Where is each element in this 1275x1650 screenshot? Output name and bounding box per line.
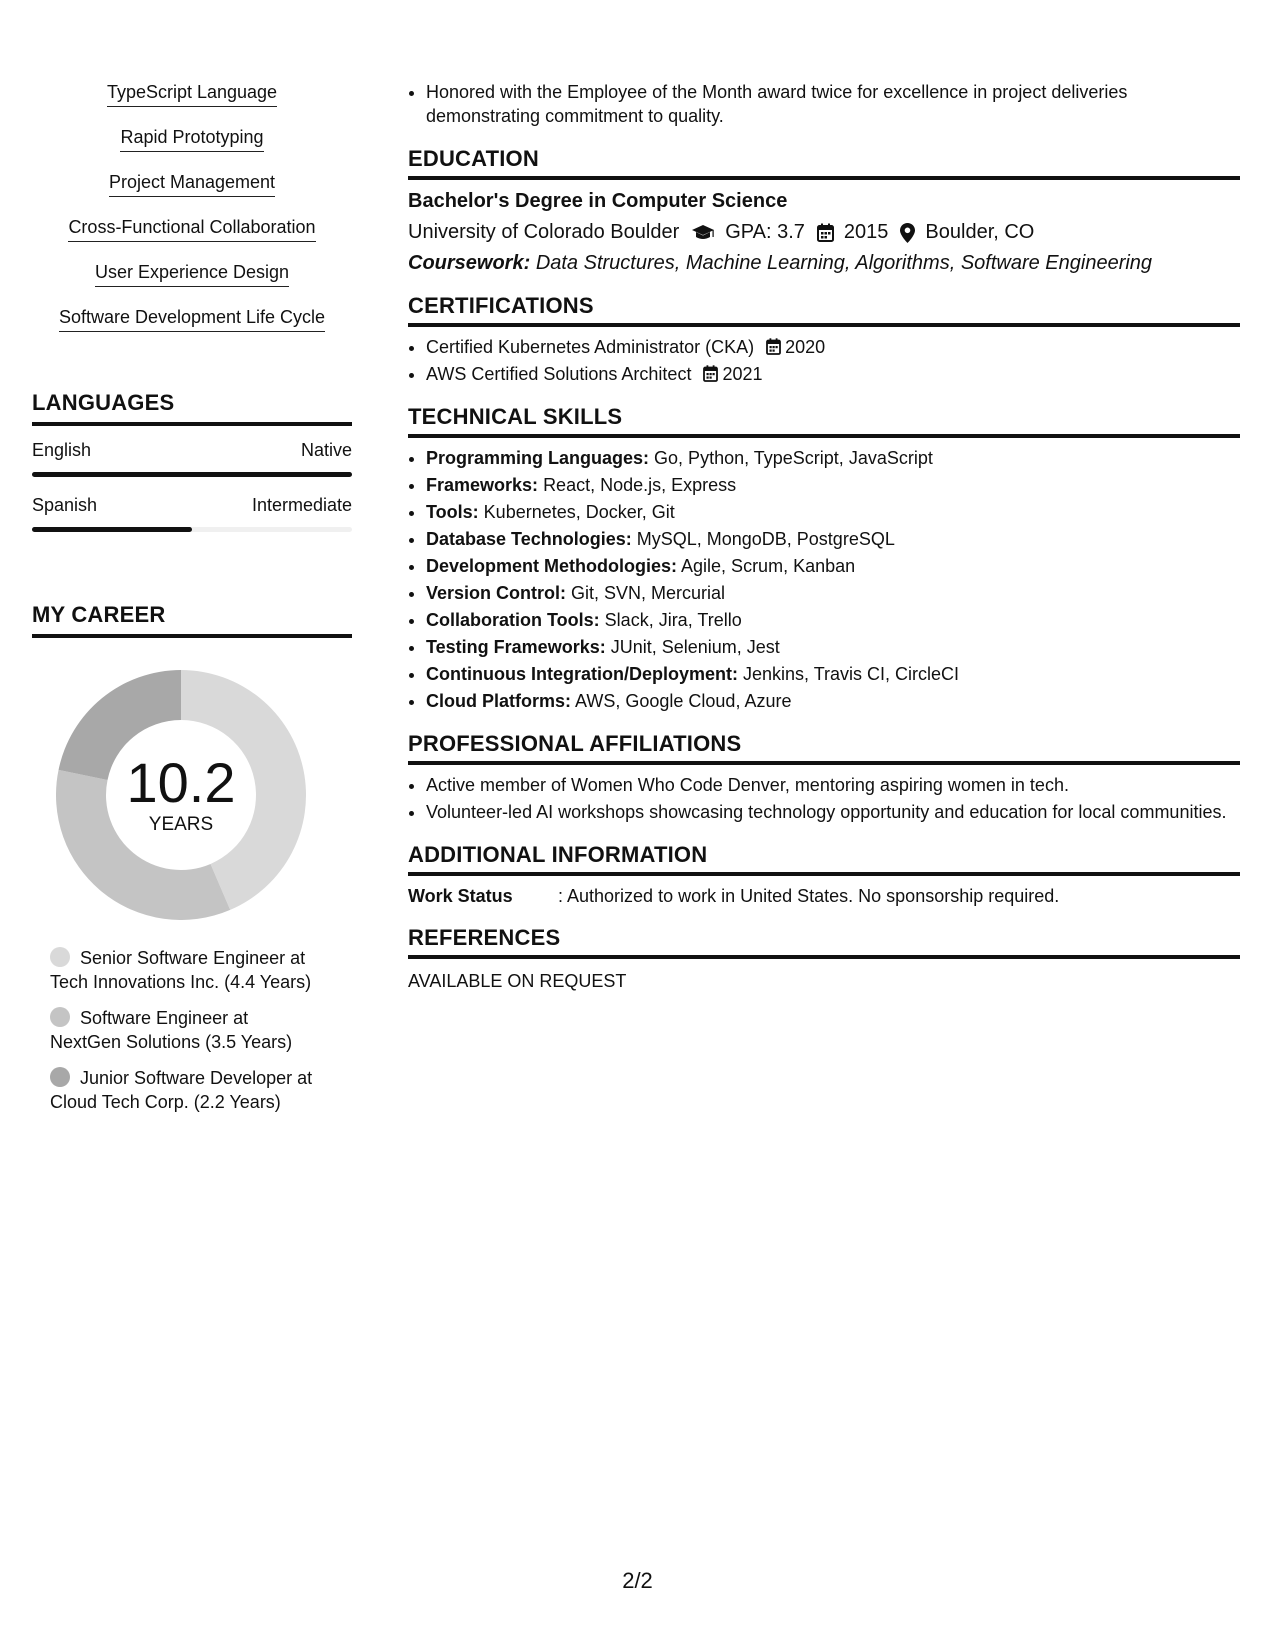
language-level: Intermediate [251, 495, 352, 515]
language-proficiency-bar [32, 472, 352, 477]
calendar-icon [703, 365, 718, 382]
education-gpa: GPA: 3.7 [725, 221, 805, 243]
affiliations-section [408, 731, 1240, 824]
education-details [408, 221, 1240, 244]
skill-values: Kubernetes, Docker, Git [483, 502, 675, 522]
skill-category: Continuous Integration/Deployment: [426, 664, 738, 684]
career-legend-item [50, 1006, 352, 1054]
career-legend-item [50, 1066, 352, 1114]
experience-bullet: • Honored with the Employee of the Month award twice for excellence in project deliveries demonstrating commitment to quality. [426, 80, 1240, 128]
skill-category: Frameworks: [426, 475, 539, 495]
work-status-row [408, 886, 1240, 907]
skill-values: AWS, Google Cloud, Azure [575, 691, 792, 711]
legend-label-line1: Junior Software Developer at [80, 1068, 313, 1088]
career-section [32, 602, 352, 1114]
legend-label-line2: Tech Innovations Inc. (4.4 Years) [50, 972, 312, 992]
education-year: 2015 [843, 221, 889, 243]
education-coursework [408, 252, 1240, 275]
technical-skill-item [426, 446, 1240, 470]
skill-item: User Experience Design [95, 260, 289, 287]
coursework-list: Data Structures, Machine Learning, Algorithms, Software Engineering [535, 252, 1153, 274]
references-heading: REFERENCES [408, 925, 1240, 959]
affiliations-heading: PROFESSIONAL AFFILIATIONS [408, 731, 1240, 765]
technical-skills-list [408, 446, 1240, 713]
technical-skills-heading: TECHNICAL SKILLS [408, 404, 1240, 438]
skill-category: Tools: [426, 502, 479, 522]
skill-item: Project Management [109, 170, 275, 197]
languages-section [32, 390, 352, 532]
skill-item: Rapid Prototyping [120, 125, 263, 152]
certifications-list [408, 335, 1240, 386]
education-degree: Bachelor's Degree in Computer Science [408, 190, 788, 212]
certification-item [426, 362, 1240, 386]
technical-skill-item [426, 500, 1240, 524]
language-proficiency-bar [32, 527, 352, 532]
skill-category: Development Methodologies: [426, 556, 678, 576]
certification-year: 2021 [722, 364, 763, 384]
additional-info-heading: ADDITIONAL INFORMATION [408, 842, 1240, 876]
skill-values: React, Node.js, Express [543, 475, 737, 495]
legend-label-line2: Cloud Tech Corp. (2.2 Years) [50, 1092, 281, 1112]
career-total-years: 10.2 [126, 751, 236, 814]
calendar-icon [766, 338, 781, 355]
legend-label-line1: Senior Software Engineer at [80, 948, 306, 968]
legend-dot [50, 1067, 70, 1087]
experience-bullets [408, 80, 1240, 128]
skill-values: Jenkins, Travis CI, CircleCI [743, 664, 960, 684]
technical-skill-item [426, 473, 1240, 497]
skill-values: Slack, Jira, Trello [604, 610, 742, 630]
references-section [408, 925, 1240, 992]
skill-category: Cloud Platforms: [426, 691, 572, 711]
career-legend [50, 946, 352, 1114]
technical-skill-item [426, 554, 1240, 578]
skill-category: Testing Frameworks: [426, 637, 606, 657]
language-name: English [32, 440, 92, 460]
certification-name: AWS Certified Solutions Architect [426, 364, 692, 384]
language-entry [32, 440, 352, 477]
language-name: Spanish [32, 495, 98, 515]
technical-skill-item [426, 581, 1240, 605]
affiliation-item: • Active member of Women Who Code Denver, mentoring aspiring women in tech. [426, 773, 1240, 797]
education-heading: EDUCATION [408, 146, 1240, 180]
technical-skill-item [426, 635, 1240, 659]
language-level: Native [300, 440, 352, 460]
skills-list [32, 80, 352, 350]
skill-item: Software Development Life Cycle [59, 305, 325, 332]
languages-heading: LANGUAGES [32, 390, 352, 426]
skill-category: Version Control: [426, 583, 567, 603]
skill-item: TypeScript Language [107, 80, 277, 107]
calendar-icon [817, 223, 834, 242]
certifications-section [408, 293, 1240, 386]
language-entry [32, 495, 352, 532]
legend-dot [50, 947, 70, 967]
certification-name: Certified Kubernetes Administrator (CKA) [426, 337, 755, 357]
education-section [408, 146, 1240, 275]
affiliations-list [408, 773, 1240, 824]
language-proficiency-fill [32, 527, 192, 532]
skill-values: JUnit, Selenium, Jest [610, 637, 780, 657]
technical-skill-item [426, 608, 1240, 632]
career-legend-item [50, 946, 352, 994]
skill-values: Git, SVN, Mercurial [571, 583, 726, 603]
coursework-label: Coursework: [408, 252, 531, 274]
technical-skills-section [408, 404, 1240, 713]
skill-category: Programming Languages: [426, 448, 650, 468]
certification-year: 2020 [785, 337, 826, 357]
left-column [32, 80, 352, 1126]
references-text: AVAILABLE ON REQUEST [408, 971, 627, 991]
technical-skill-item [426, 662, 1240, 686]
certifications-heading: CERTIFICATIONS [408, 293, 1240, 327]
skill-values: MySQL, MongoDB, PostgreSQL [636, 529, 895, 549]
skill-category: Database Technologies: [426, 529, 632, 549]
additional-info-section [408, 842, 1240, 907]
skill-values: Go, Python, TypeScript, JavaScript [654, 448, 933, 468]
skill-item: Cross-Functional Collaboration [68, 215, 315, 242]
page-number: 2/2 [622, 1568, 653, 1593]
legend-label-line2: NextGen Solutions (3.5 Years) [50, 1032, 293, 1052]
technical-skill-item [426, 527, 1240, 551]
career-donut-chart [56, 670, 306, 920]
skill-values: Agile, Scrum, Kanban [681, 556, 856, 576]
skill-category: Collaboration Tools: [426, 610, 600, 630]
legend-dot [50, 1007, 70, 1027]
career-heading: MY CAREER [32, 602, 352, 638]
education-location: Boulder, CO [925, 221, 1035, 243]
certification-item [426, 335, 1240, 359]
graduation-cap-icon [691, 224, 715, 242]
location-pin-icon [900, 223, 915, 243]
language-proficiency-fill [32, 472, 352, 477]
affiliation-item: • Volunteer-led AI workshops showcasing technology opportunity and education for local communities. [426, 800, 1240, 824]
right-column [408, 80, 1240, 992]
technical-skill-item [426, 689, 1240, 713]
career-years-unit: YEARS [148, 814, 214, 835]
education-school: University of Colorado Boulder [408, 221, 680, 243]
work-status-value: : Authorized to work in United States. No sponsorship required. [558, 886, 1060, 906]
work-status-label: Work Status [408, 886, 513, 906]
legend-label-line1: Software Engineer at [80, 1008, 249, 1028]
